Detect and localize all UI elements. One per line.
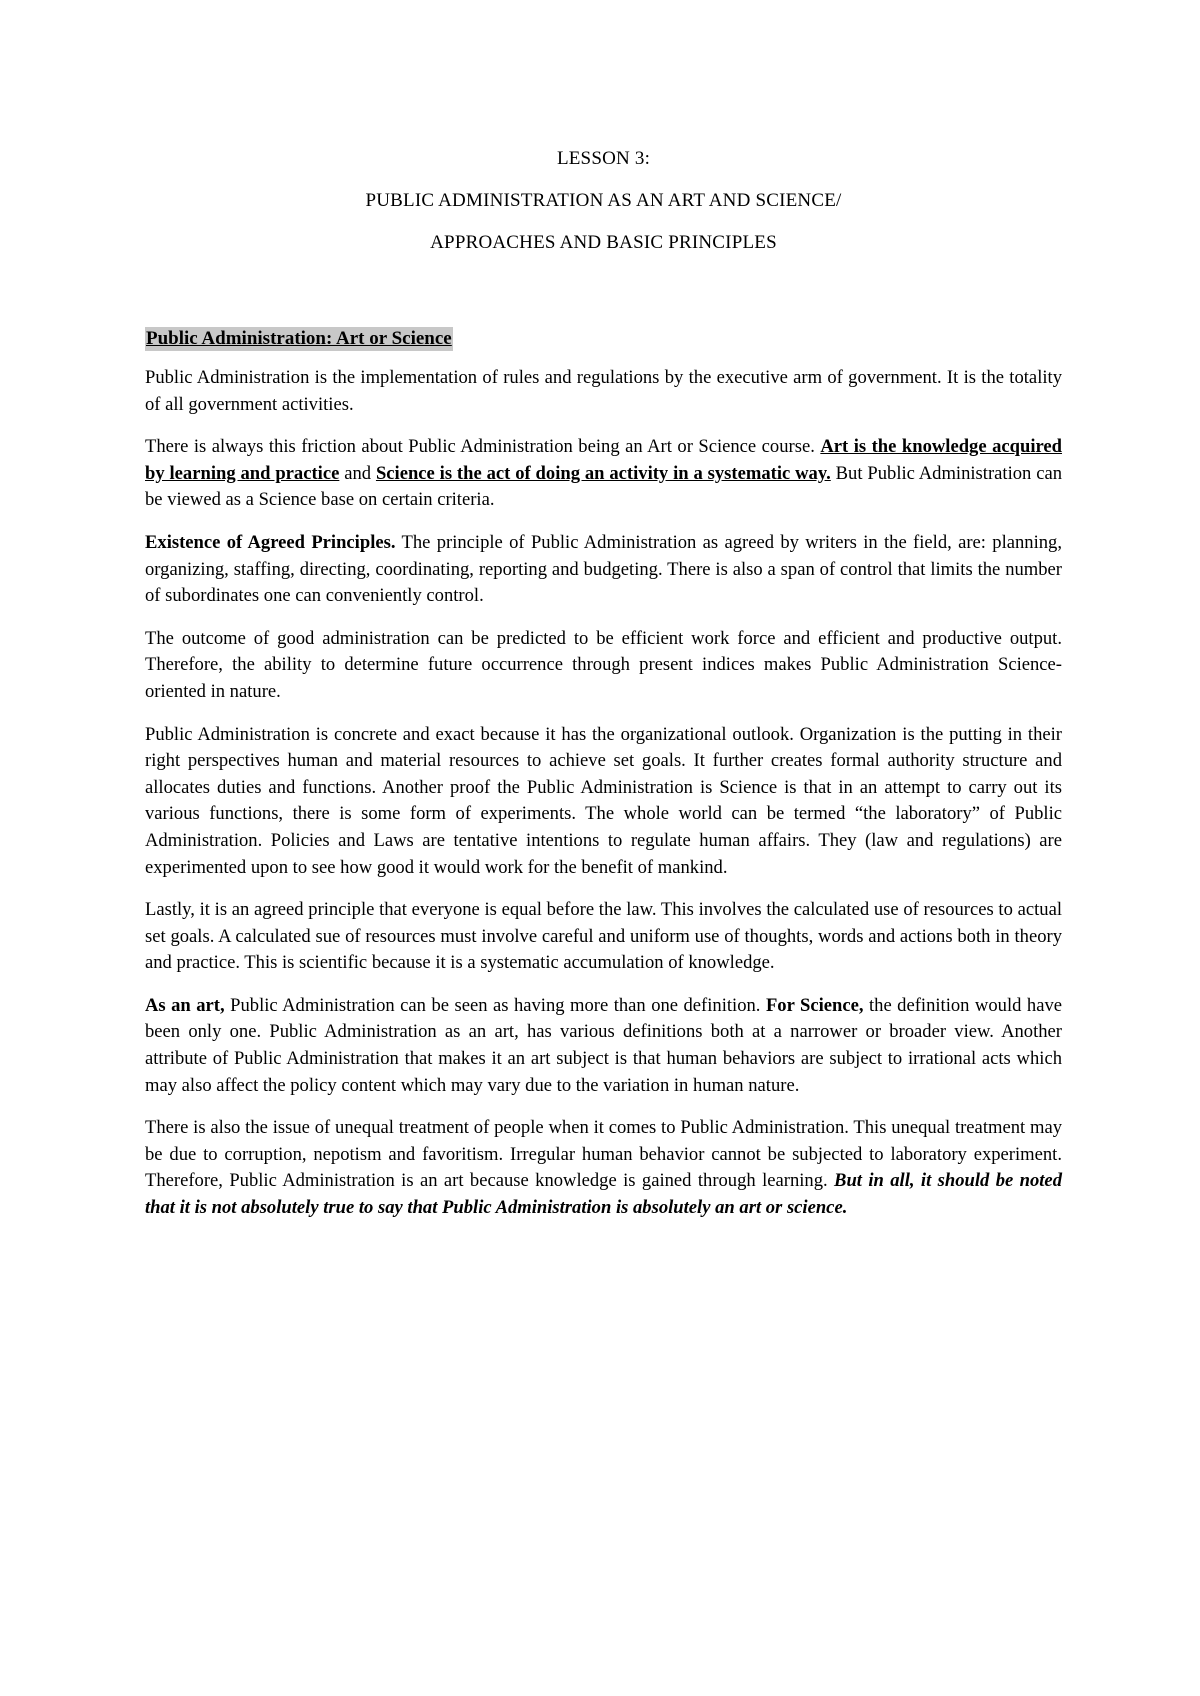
paragraph-unequal-treatment: [145, 1115, 1062, 1221]
title-block: [145, 148, 1062, 254]
art-definition: Art is the knowledge acquired by learning and practice: [145, 436, 1063, 484]
paragraph-text: the definition would have been only one. Public Administration as an art, has various definitions both at a narrower or broader view. Another attribute of Public Administration that makes it an art subject is that human behaviors are subject to irrational acts which may also affect the policy content which may vary due to the variation in human nature.: [145, 994, 1062, 1096]
science-definition: Science is the act of doing an activity in a systematic way.: [375, 462, 831, 484]
lesson-subtitle: APPROACHES AND BASIC PRINCIPLES: [430, 232, 777, 253]
paragraph-text: But Public Administration can be viewed as a Science base on certain criteria.: [145, 462, 1063, 511]
paragraph-as-an-art: [145, 993, 1062, 1099]
science-lead: For Science,: [765, 994, 864, 1016]
paragraph-outcome: The outcome of good administration can be predicted to be efficient work force and efficient and productive output. Therefore, the ability to determine future occurrence through present indices makes Public Administration Science-oriented in nature.: [145, 627, 1062, 702]
document-page: [145, 136, 1062, 1222]
paragraph-friction: [145, 434, 1062, 514]
paragraph-text: The principle of Public Administration as agreed by writers in the field, are: planning, organizing, staffing, directing, coordinating, reporting and budgeting. There is also a span of control that limits the number of subordinates one can conveniently control.: [145, 531, 1063, 607]
paragraph-text: and: [339, 462, 376, 484]
lesson-number: LESSON 3:: [556, 148, 651, 169]
conclusion-statement: But in all, it should be noted that it is not absolutely true to say that Public Administration is absolutely an art or science.: [145, 1170, 1062, 1219]
paragraph-text: There is also the issue of unequal treatment of people when it comes to Public Administration. This unequal treatment may be due to corruption, nepotism and favoritism. Irregular human behavior cannot be subjected to laboratory experiment. Therefore, Public Administration is an art because knowledge is gained through learning.: [145, 1117, 1062, 1192]
lesson-title: PUBLIC ADMINISTRATION AS AN ART AND SCIENCE/: [365, 190, 842, 211]
paragraph-lead: As an art,: [145, 994, 225, 1016]
paragraph-equality: Lastly, it is an agreed principle that everyone is equal before the law. This involves the calculated use of resources to actual set goals. A calculated sue of resources must involve careful and uniform use of thoughts, words and actions both in theory and practice. This is scientific because it is a systematic accumulation of knowledge.: [145, 899, 1062, 974]
paragraph-text: There is always this friction about Public Administration being an Art or Science course.: [145, 436, 821, 458]
paragraph-text: Public Administration can be seen as having more than one definition.: [224, 994, 766, 1016]
paragraph-concrete-exact: Public Administration is concrete and exact because it has the organizational outlook. Organization is the putting in their right perspectives human and material resources to achieve set goals. It further creates formal authority structure and allocates duties and functions. Another proof the Public Administration is Science is that in an attempt to carry out its various functions, there is some form of experiments. The whole world can be termed “the laboratory” of Public Administration. Policies and Laws are tentative intentions to regulate human affairs. They (law and regulations) are experimented upon to see how good it would work for the benefit of mankind.: [145, 723, 1062, 878]
paragraph-agreed-principles: [145, 530, 1062, 610]
section-heading: Public Administration: Art or Science: [146, 328, 452, 349]
paragraph-definition: Public Administration is the implementation of rules and regulations by the executive arm of government. It is the totality of all government activities.: [145, 367, 1062, 415]
paragraph-lead: Existence of Agreed Principles.: [145, 531, 396, 553]
